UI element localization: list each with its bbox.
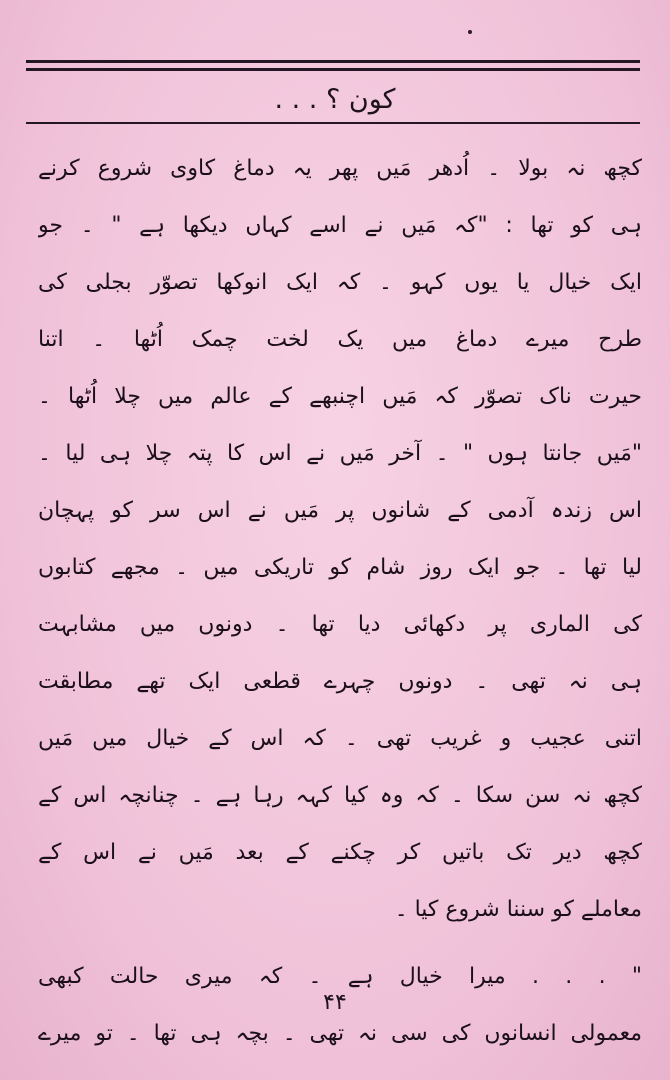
text-line: لیا تھا ۔ جو ایک روز شام کو تاریکی میں ۔ مجھے کتابوں xyxy=(38,555,642,580)
text-line: کچھ نہ بولا ۔ اُدھر مَیں پھر یہ دماغ کاوی شروع کرنے xyxy=(38,156,642,181)
text-line: طرح میرے دماغ میں یک لخت چمک اُٹھا ۔ اتنا xyxy=(38,327,642,352)
page-number: ۴۴ xyxy=(323,990,347,1015)
text-line: حیرت ناک تصوّر کہ مَیں اچنبھے کے عالم میں چلا اُٹھا ۔ xyxy=(38,384,642,409)
text-line-quote-start: " . . . میرا خیال ہے ۔ کہ میری حالت کبھی xyxy=(38,964,642,989)
page-body-text xyxy=(38,140,642,1062)
header-rule-second xyxy=(26,68,640,71)
text-line: اتنی عجیب و غریب تھی ۔ کہ اس کے خیال میں مَیں xyxy=(38,726,642,751)
page-speck xyxy=(468,30,472,34)
chapter-title: کون ؟ . . . xyxy=(274,84,396,115)
text-line: ہی نہ تھی ۔ دونوں چہرے قطعی ایک تھے مطابقت xyxy=(38,669,642,694)
text-line: کچھ نہ سن سکا ۔ کہ وہ کیا کہہ رہا ہے ۔ چنانچہ اس کے xyxy=(38,783,642,808)
text-line: معمولی انسانوں کی سی نہ تھی ۔ بچہ ہی تھا ۔ تو میرے xyxy=(38,1021,642,1046)
text-line: "مَیں جانتا ہوں " ۔ آخر مَیں نے اس کا پتہ چلا ہی لیا ۔ xyxy=(38,441,642,466)
text-line: کی الماری پر دکھائی دیا تھا ۔ دونوں میں مشابہت xyxy=(38,612,642,637)
text-line: ایک خیال یا یوں کہو ۔ کہ ایک انوکھا تصوّر بجلی کی xyxy=(38,270,642,295)
text-line: کچھ دیر تک باتیں کر چکنے کے بعد مَیں نے اس کے xyxy=(38,840,642,865)
text-line: اس زندہ آدمی کے شانوں پر مَیں نے اس سر کو پہچان xyxy=(38,498,642,523)
header-rule-top xyxy=(26,60,640,63)
text-line-paragraph-end: معاملے کو سننا شروع کیا ۔ xyxy=(394,897,642,922)
text-line: ہی کو تھا : "کہ مَیں نے اسے کہاں دیکھا ہے " ۔ جو xyxy=(38,213,642,238)
header-rule-bottom xyxy=(26,122,640,124)
